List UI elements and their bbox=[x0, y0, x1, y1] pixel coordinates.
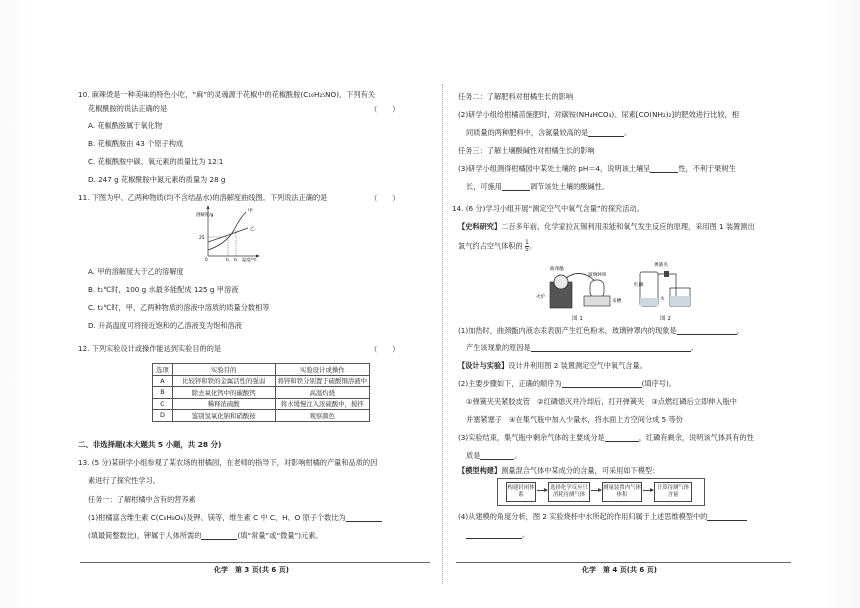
q14-p4-cont: 。 bbox=[466, 530, 529, 539]
q14-p4 bbox=[458, 512, 747, 521]
table-cell: 高温灼烧 bbox=[275, 387, 369, 399]
q10-option-b: B. 花椒酰胺由 43 个原子构成 bbox=[88, 139, 184, 148]
q14-p1b: 产生该现象的原因是 。 bbox=[466, 343, 698, 352]
table-row bbox=[153, 398, 370, 410]
flow-step-3: 测量装置内气体体积 bbox=[602, 482, 642, 502]
table-row bbox=[153, 387, 370, 399]
table-cell: 将水缓慢注入浓硫酸中，搅拌 bbox=[275, 398, 369, 410]
footer-left: 化学 第 3 页(共 6 页) bbox=[214, 566, 289, 574]
fig1-caption: 图 1 bbox=[572, 316, 583, 322]
table-header-option: 选项 bbox=[153, 364, 173, 376]
fig2-label-water: 水 bbox=[660, 297, 665, 302]
q14-p1a: (1)加热时，曲颈甑内液态汞表面产生红色粉末，玻璃钟罩内的现象是 ， bbox=[458, 326, 744, 335]
answer-blank[interactable] bbox=[562, 380, 642, 388]
q12-line1: 12. 下列实验设计或操作能达到实验目的的是 bbox=[78, 344, 222, 353]
table-cell: 稀释浓硫酸 bbox=[172, 398, 275, 410]
history-text-2: 氧气约占空气体积的 bbox=[458, 241, 523, 251]
footer-rule-right bbox=[456, 562, 791, 563]
task2: 任务二：了解肥料对柑橘生长的影响 bbox=[458, 92, 574, 101]
answer-blank[interactable] bbox=[346, 514, 382, 522]
q14-p2 bbox=[458, 379, 676, 388]
q12-options-table bbox=[152, 363, 370, 422]
column-divider bbox=[442, 84, 443, 584]
table-cell: D bbox=[153, 410, 173, 422]
q13-line2: 素进行了探究性学习。 bbox=[88, 476, 160, 485]
q12-answer-paren: （ ） bbox=[370, 345, 400, 354]
model-text: 测量混合气体中某成分的含量，可采用如下模型： bbox=[501, 466, 660, 475]
table-cell: 将锌和铁分别置于硫酸铜溶液中 bbox=[275, 375, 369, 387]
fraction-denominator: 5 bbox=[525, 246, 529, 253]
q13-p3b bbox=[466, 182, 609, 191]
q11-option-a: A. 甲的溶解度大于乙的溶解度 bbox=[88, 267, 184, 276]
answer-blank[interactable] bbox=[201, 532, 237, 540]
answer-blank[interactable] bbox=[605, 434, 639, 442]
graph-y-tick-25: 25 bbox=[199, 236, 205, 241]
q14-p3b: 质是 。 bbox=[466, 451, 522, 460]
q10-option-d: D. 247 g 花椒酰胺中氮元素的质量为 28 g bbox=[88, 175, 226, 184]
graph-series-jia: 甲 bbox=[248, 209, 253, 214]
q13-p2b: 同质量的两种肥料中，含氮量较高的是 。 bbox=[466, 128, 632, 137]
flow-step-2: 选择化学反应只消耗待测气体 bbox=[548, 482, 590, 502]
q14-steps-line1: ①弹簧夹夹紧胶皮管 ②红磷熄灭并冷却后，打开弹簧夹 ③点燃红磷后立即伸入瓶中 bbox=[466, 397, 737, 406]
model-label: 【模型构建】 bbox=[458, 466, 502, 475]
q14-history-line2: 氧气约占空气体积的 $\frac{1}{5}$ 。 bbox=[458, 239, 537, 253]
solubility-graph bbox=[196, 204, 262, 262]
q13-line1: 13. (5 分)某研学小组参观了某农场的柑橘园，在老师的指导下，对影响柑橘的产量和品质的因 bbox=[78, 458, 378, 467]
q11-line1: 11. 下图为甲、乙两种物质(均不含结晶水)的溶解度曲线图。下列说法正确的是 bbox=[78, 193, 328, 202]
history-label: 【史料研究】 bbox=[458, 222, 502, 231]
q13-p1b bbox=[88, 531, 323, 540]
fig1-label-retort: 曲颈甑 bbox=[550, 267, 564, 272]
graph-t1-tick: t₁ bbox=[226, 257, 230, 262]
fig2-label-clip: 弹簧夹 bbox=[654, 263, 668, 268]
task3: 任务三：了解土壤酸碱性对柑橘生长的影响 bbox=[458, 146, 595, 155]
q14-title: 14. (6 分)学习小组开展“测定空气中氧气含量”的探究活动。 bbox=[452, 204, 644, 213]
graph-origin: 0 bbox=[205, 257, 208, 262]
q13-p3a bbox=[458, 164, 736, 173]
q10-line1: 10. 麻辣烫是一种美味的特色小吃，“麻”的灵魂源于花椒中的花椒酰胺(C₁₆H₂₅NO)，下列有关 bbox=[78, 90, 375, 99]
answer-blank[interactable] bbox=[466, 531, 522, 539]
q13-p3b-text: 长，可施用 bbox=[466, 182, 502, 191]
q10-line2: 花椒酰胺的说法正确的是 bbox=[88, 104, 168, 113]
answer-blank[interactable] bbox=[677, 327, 737, 335]
history-text-1: 二百多年前，化学家拉瓦锡利用汞能和氧气发生反应的原理，采用图 1 装置测出 bbox=[501, 222, 755, 231]
answer-blank[interactable] bbox=[531, 344, 691, 352]
q14-p3a bbox=[458, 433, 754, 442]
q14-p3a2-text: ，红磷有剩余，说明该气体具有的性 bbox=[638, 433, 754, 442]
fig1-label-trough: 汞槽 bbox=[612, 299, 622, 304]
table-cell: 比较锌和铁的金属活性的强弱 bbox=[172, 375, 275, 387]
answer-blank[interactable] bbox=[707, 513, 747, 521]
table-cell: 除去氧化钙中的碳酸钙 bbox=[172, 387, 275, 399]
q13-p2a: (2)研学小组给柑橘苗施肥时，对碳铵(NH₄HCO₃)、尿素[CO(NH₂)₂]的肥效进行比较，相 bbox=[458, 110, 739, 119]
answer-blank[interactable] bbox=[588, 129, 624, 137]
q14-p3b-text: 质是 bbox=[466, 451, 481, 460]
fig1-label-bell-jar: 玻璃钟罩 bbox=[588, 273, 607, 278]
flow-arrow-icon bbox=[643, 490, 653, 491]
fig2-label-phosphorus: 红磷 bbox=[634, 283, 644, 288]
q13-p1a bbox=[88, 513, 382, 522]
fig1-label-furnace: 火炉 bbox=[536, 295, 546, 300]
q14-steps-line2: 并塞紧塞子 ④在集气瓶中加入少量水，将水面上方空间分成 5 等份 bbox=[466, 415, 683, 424]
q14-p2-text: (2)主要步骤如下，正确的顺序为 bbox=[458, 379, 562, 388]
footer-right: 化学 第 4 页(共 6 页) bbox=[582, 566, 657, 574]
design-text: 设计并利用图 2 装置测定空气中氧气含量。 bbox=[508, 361, 647, 370]
q14-model bbox=[458, 466, 659, 475]
table-row bbox=[153, 375, 370, 387]
graph-y-label: 溶解度/g bbox=[196, 213, 214, 218]
table-header-purpose: 实验目的 bbox=[172, 364, 275, 376]
table-cell: A bbox=[153, 375, 173, 387]
q13-p3a-text: (3)研学小组测得柑橘园中某处土壤的 pH＝4，说明该土壤呈 bbox=[458, 164, 651, 173]
section-2-heading: 二、非选择题(本大题共 5 小题，共 28 分) bbox=[78, 440, 222, 449]
q13-task1: 任务一：了解柑橘中含有的营养素 bbox=[88, 495, 196, 504]
q11-option-c: C. t₂℃时，甲、乙两种物质的溶液中溶质的质量分数相等 bbox=[88, 303, 270, 312]
answer-blank[interactable] bbox=[650, 165, 678, 173]
q14-p4-text: (4)从建模的角度分析，图 2 实验烧杯中水所起的作用归属于上述思维模型中的 bbox=[458, 512, 708, 521]
answer-blank[interactable] bbox=[502, 183, 530, 191]
q13-p2b-text: 同质量的两种肥料中，含氮量较高的是 bbox=[466, 128, 589, 137]
q14-p1a-text: (1)加热时，曲颈甑内液态汞表面产生红色粉末，玻璃钟罩内的现象是 bbox=[458, 326, 677, 335]
q14-p3a-text: (3)实验结束，集气瓶中剩余气体的主要成分是 bbox=[458, 433, 605, 442]
graph-t2-tick: t₂ bbox=[234, 257, 238, 262]
flow-arrow-icon bbox=[537, 490, 547, 491]
q14-design bbox=[458, 361, 647, 370]
q10-option-a: A. 花椒酰胺属于氧化物 bbox=[88, 121, 163, 130]
flow-arrow-icon bbox=[591, 490, 601, 491]
q13-p1a-text: (1)柑橘富含维生素 C(C₆H₈O₆)及钾、镁等，维生素 C 中 C、H、O 原子个数比为 bbox=[88, 513, 346, 522]
q11-option-d: D. 升高温度可将接近饱和的乙溶液变为饱和溶液 bbox=[88, 321, 242, 330]
design-label: 【设计与实验】 bbox=[458, 361, 509, 370]
answer-blank[interactable] bbox=[480, 452, 514, 460]
graph-series-yi: 乙 bbox=[250, 227, 255, 232]
table-cell: 观察颜色 bbox=[275, 410, 369, 422]
fraction-numerator: 1 bbox=[525, 239, 529, 246]
table-header-row bbox=[153, 364, 370, 376]
q11-answer-paren: （ ） bbox=[370, 194, 400, 203]
table-cell: 鉴别氢氧化钠和硝酸铵 bbox=[172, 410, 275, 422]
figure-2-apparatus bbox=[634, 258, 698, 314]
fig2-caption: 图 2 bbox=[660, 316, 671, 322]
q14-p1b-text: 产生该现象的原因是 bbox=[466, 343, 531, 352]
q14-p2b-text: (填序号)。 bbox=[641, 379, 676, 388]
q11-option-b: B. t₁℃时，100 g 水最多能配成 125 g 甲溶液 bbox=[88, 285, 239, 294]
q13-p3b2-text: 调节该处土壤的酸碱性。 bbox=[529, 182, 610, 191]
table-cell: C bbox=[153, 398, 173, 410]
q14-history-line1 bbox=[458, 222, 755, 231]
table-row bbox=[153, 410, 370, 422]
q13-p3a2-text: 性，不利于果树生 bbox=[678, 164, 736, 173]
fraction-one-fifth bbox=[525, 240, 529, 253]
q10-answer-paren: （ ） bbox=[370, 105, 400, 114]
graph-x-label: 温度/℃ bbox=[242, 257, 257, 262]
footer-rule-left bbox=[80, 562, 430, 563]
flow-step-4: 计算待测气体含量 bbox=[654, 482, 692, 502]
q13-p1c-text: (填“常量”或“微量”)元素。 bbox=[237, 531, 323, 540]
q10-option-c: C. 花椒酰胺中碳、氧元素的质量比为 12∶1 bbox=[88, 157, 224, 166]
flow-step-1: 构建封闭体系 bbox=[506, 482, 536, 502]
table-header-operation: 实验设计或操作 bbox=[275, 364, 369, 376]
q13-p1b-text: (填最简整数比)，钾属于人体所需的 bbox=[88, 531, 202, 540]
figure-1-apparatus bbox=[536, 262, 626, 314]
table-cell: B bbox=[153, 387, 173, 399]
